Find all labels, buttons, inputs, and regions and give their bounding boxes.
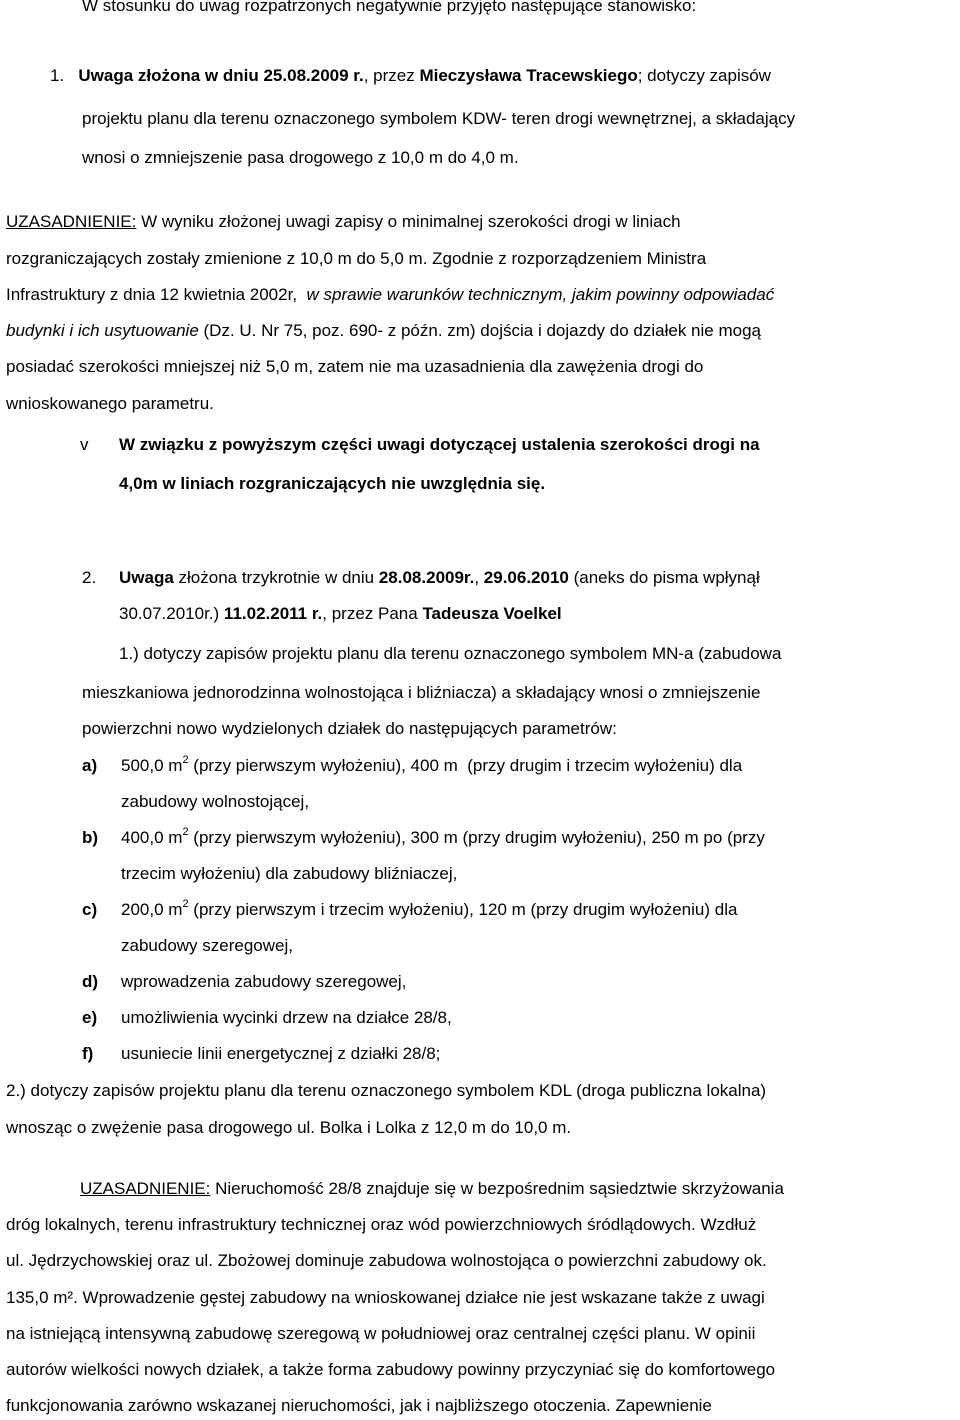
uzas1-text3b: w sprawie warunków technicznym, jakim powinny odpowiadać — [306, 285, 775, 304]
list-item-b-sup: 2 — [182, 826, 189, 838]
list-item-a-line2: zabudowy wolnostojącej, — [121, 792, 310, 811]
uzas2-label: UZASADNIENIE: — [80, 1179, 211, 1198]
decision1-bullet: v — [80, 435, 89, 454]
item2-author: Tadeusza Voelkel — [422, 604, 562, 623]
uzas1-text3a: Infrastruktury z dnia 12 kwietnia 2002r, — [6, 285, 307, 304]
uzas1-line3 — [6, 283, 774, 307]
item2-by: , przez Pana — [322, 604, 423, 623]
item2-date3: 30.07.2010r.) — [119, 604, 224, 623]
item1-uwaga-label: Uwaga — [78, 66, 134, 85]
item1-date: złożona w dniu 25.08.2009 r. — [133, 66, 364, 85]
item2-line1 — [119, 566, 760, 590]
uzas1-text1: W wyniku złożonej uwagi zapisy o minimalnej szerokości drogi w liniach — [136, 212, 681, 231]
point2-line1: 2.) dotyczy zapisów projektu planu dla terenu oznaczonego symbolem KDL (droga publiczna lokalna) — [6, 1081, 767, 1100]
item1-author: Mieczysława Tracewskiego — [419, 66, 638, 85]
item2-sep: , — [474, 568, 484, 587]
item2-annex: (aneks do pisma wpłynął — [568, 568, 760, 587]
list-label-c: c) — [82, 900, 98, 919]
decision1-line2: 4,0m w liniach rozgraniczających nie uwzględnia się. — [119, 474, 546, 493]
uzas2-line7: funkcjonowania zarówno wskazanej nieruchomości, jak i najbliższego otoczenia. Zapewnienie — [6, 1396, 712, 1415]
item1-line1 — [50, 64, 771, 88]
item2-date1: 28.08.2009r. — [378, 568, 475, 587]
list-item-c-text: (przy pierwszym i trzecim wyłożeniu), 120 m (przy drugim wyłożeniu) dla — [188, 900, 738, 919]
list-item-e: umożliwienia wycinki drzew na działce 28/8, — [121, 1008, 452, 1027]
item1-concerns: ; dotyczy zapisów — [637, 66, 771, 85]
uzas2-line1 — [80, 1177, 784, 1201]
list-item-c-line1 — [121, 898, 737, 922]
list-item-a-area: 500,0 m — [121, 756, 183, 775]
uzas2-line3: ul. Jędrzychowskiej oraz ul. Zbożowej dominuje zabudowa wolnostojąca o powierzchni zabudowy ok. — [6, 1251, 767, 1270]
uzas2-line4: 135,0 m². Wprowadzenie gęstej zabudowy na wnioskowanej działce nie jest wskazane także z uwagi — [6, 1288, 765, 1307]
uzas1-text4b: (Dz. U. Nr 75, poz. 690- z późn. zm) dojścia i dojazdy do działek nie mogą — [198, 321, 761, 340]
list-item-b-line2: trzecim wyłożeniu) dla zabudowy bliźniaczej, — [121, 864, 458, 883]
list-label-a: a) — [82, 756, 98, 775]
point2-line2: wnosząc o zwężenie pasa drogowego ul. Bolka i Lolka z 12,0 m do 10,0 m. — [6, 1118, 572, 1137]
uzas1-text4a: budynki i ich usytuowanie — [6, 321, 199, 340]
item2-date2: 29.06.2010 — [483, 568, 569, 587]
list-item-b-area: 400,0 m — [121, 828, 183, 847]
list-item-c-area: 200,0 m — [121, 900, 183, 919]
list-item-b-line1 — [121, 826, 765, 850]
list-label-f: f) — [82, 1044, 94, 1063]
item1-line2: projektu planu dla terenu oznaczonego symbolem KDW- teren drogi wewnętrznej, a składający — [82, 109, 796, 128]
uzas1-line4 — [6, 319, 761, 343]
item1-number: 1. — [50, 66, 79, 85]
uzas1-line6: wnioskowanego parametru. — [6, 394, 214, 413]
uzas2-line5: na istniejącą intensywną zabudowę szeregową w południowej oraz centralnej części planu. W opinii — [6, 1324, 756, 1343]
item1-by: , przez — [363, 66, 420, 85]
decision1-line1: W związku z powyższym części uwagi dotyczącej ustalenia szerokości drogi na — [119, 435, 760, 454]
list-item-a-text: (przy pierwszym wyłożeniu), 400 m (przy drugim i trzecim wyłożeniu) dla — [188, 756, 743, 775]
item2-line2 — [119, 602, 562, 626]
list-item-f: usuniecie linii energetycznej z działki 28/8; — [121, 1044, 441, 1063]
uzas1-line5: posiadać szerokości mniejszej niż 5,0 m, zatem nie ma uzasadnienia dla zawężenia drogi do — [6, 357, 704, 376]
uzas1-line2: rozgraniczających zostały zmienione z 10,0 m do 5,0 m. Zgodnie z rozporządzeniem Ministra — [6, 249, 707, 268]
uzas2-text1: Nieruchomość 28/8 znajduje się w bezpośrednim sąsiedztwie skrzyżowania — [210, 1179, 784, 1198]
item2-para3: powierzchni nowo wydzielonych działek do następujących parametrów: — [82, 719, 617, 738]
list-item-b-text: (przy pierwszym wyłożeniu), 300 m (przy drugim wyłożeniu), 250 m po (przy — [188, 828, 765, 847]
uzas2-line2: dróg lokalnych, terenu infrastruktury technicznej oraz wód powierzchniowych śródlądowych. Wzdłuż — [6, 1215, 757, 1234]
list-label-b: b) — [82, 828, 99, 847]
item2-text-a2: złożona trzykrotnie w dniu — [173, 568, 379, 587]
list-item-a-sup: 2 — [182, 754, 189, 766]
item1-line3: wnosi o zmniejszenie pasa drogowego z 10,0 m do 4,0 m. — [82, 148, 519, 167]
list-item-c-sup: 2 — [182, 898, 189, 910]
item2-number: 2. — [82, 568, 97, 587]
uzas1-label: UZASADNIENIE: — [6, 212, 137, 231]
item2-para2: mieszkaniowa jednorodzinna wolnostojąca i bliźniacza) a składający wnosi o zmniejszenie — [82, 683, 761, 702]
uzas2-line6: autorów wielkości nowych działek, a także forma zabudowy powinny przyczyniać się do komfortowego — [6, 1360, 776, 1379]
list-item-d: wprowadzenia zabudowy szeregowej, — [121, 972, 407, 991]
item2-uwaga-label: Uwaga — [119, 568, 174, 587]
uzas1-line1 — [6, 210, 954, 234]
list-label-e: e) — [82, 1008, 98, 1027]
list-item-c-line2: zabudowy szeregowej, — [121, 936, 293, 955]
list-item-a-line1 — [121, 754, 742, 778]
intro-text: W stosunku do uwag rozpatrzonych negatywnie przyjęto następujące stanowisko: — [82, 0, 697, 15]
list-label-d: d) — [82, 972, 99, 991]
item2-para1: 1.) dotyczy zapisów projektu planu dla terenu oznaczonego symbolem MN-a (zabudowa — [119, 644, 782, 663]
item2-date4: 11.02.2011 r. — [223, 604, 323, 623]
